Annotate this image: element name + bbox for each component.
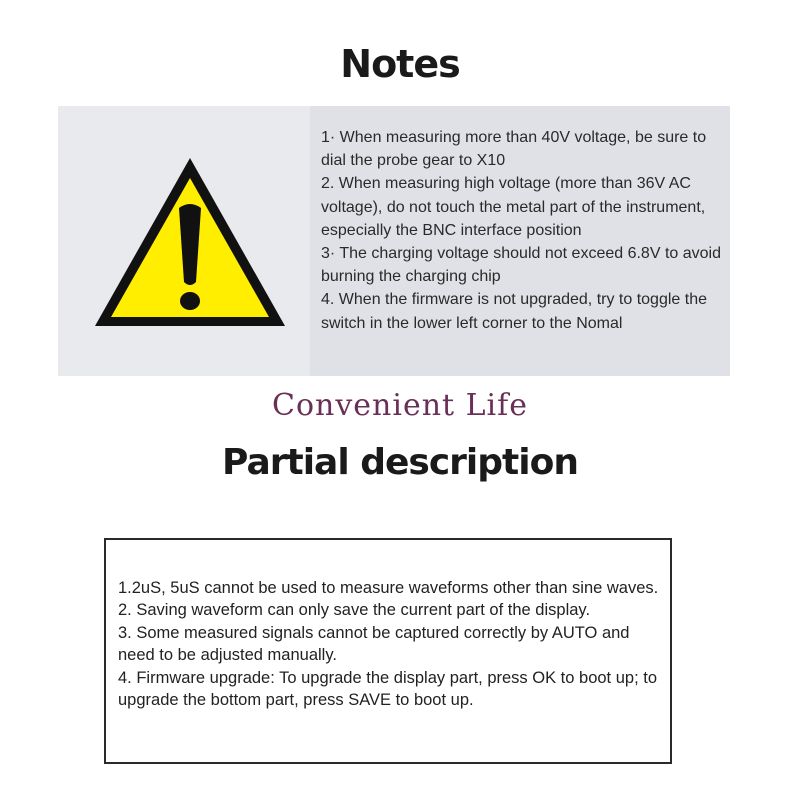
notes-item-1: 1· When measuring more than 40V voltage, be sure to dial the probe gear to X10: [321, 129, 707, 170]
partial-description-list: [118, 577, 666, 711]
partial-item-3: 3. Some measured signals cannot be captured correctly by AUTO and need to be adjusted manually.: [118, 623, 630, 665]
partial-item-1: 1.2uS, 5uS cannot be used to measure waveforms other than sine waves.: [118, 579, 659, 597]
notes-panel: [58, 106, 730, 376]
notes-item-2: 2. When measuring high voltage (more than 36V AC voltage), do not touch the metal part of the instrument, especially the BNC interface position: [321, 175, 706, 239]
warning-icon-area: [58, 106, 310, 376]
watermark-text: Convenient Life: [272, 388, 528, 423]
warning-triangle-icon: [91, 154, 289, 330]
partial-description-box: [104, 538, 672, 764]
notes-list: [321, 126, 731, 335]
notes-item-3: 3· The charging voltage should not exceed 6.8V to avoid burning the charging chip: [321, 245, 721, 286]
partial-item-2: 2. Saving waveform can only save the current part of the display.: [118, 601, 591, 620]
partial-description-heading: Partial description: [222, 442, 578, 483]
notes-item-4: 4. When the firmware is not upgraded, try to toggle the switch in the lower left corner to the Nomal: [321, 291, 707, 332]
notes-heading: Notes: [340, 42, 460, 86]
partial-item-4: 4. Firmware upgrade: To upgrade the display part, press OK to boot up; to upgrade the bottom part, press SAVE to boot up.: [118, 668, 657, 710]
